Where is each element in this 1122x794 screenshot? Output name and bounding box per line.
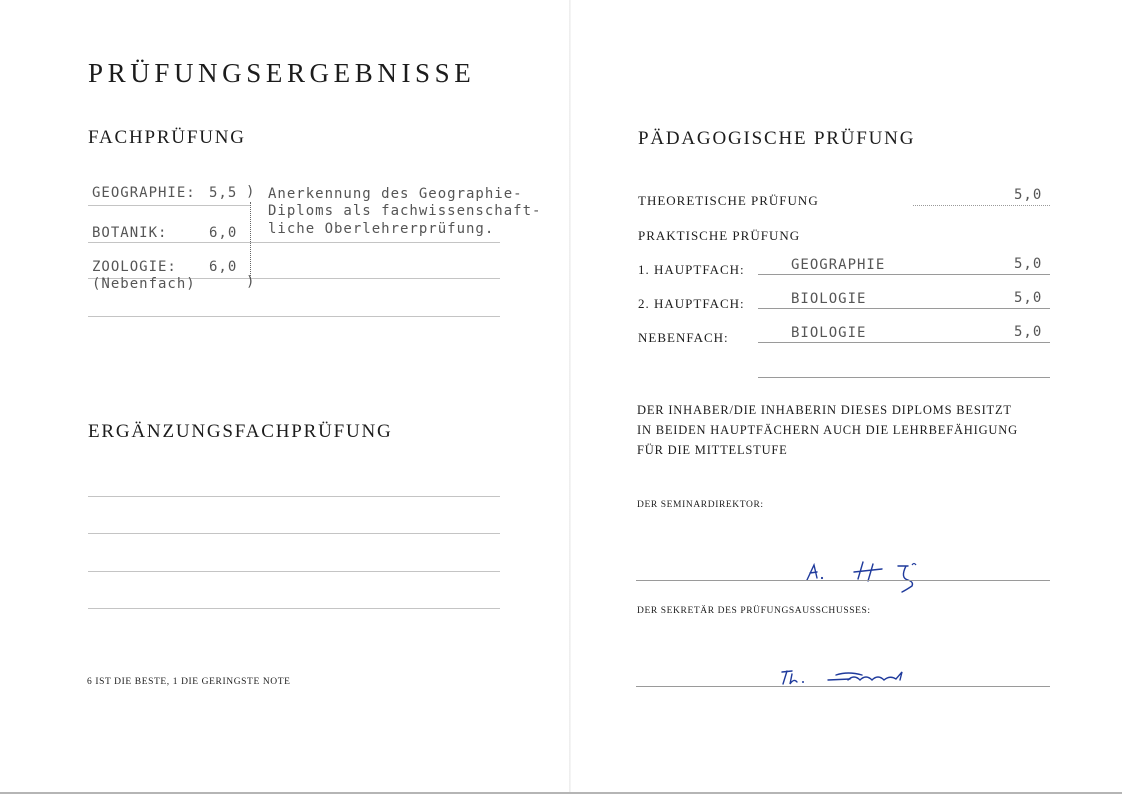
- zoologie-note: (Nebenfach): [92, 276, 196, 292]
- statement-line-3: FÜR DIE MITTELSTUFE: [637, 443, 788, 457]
- brace-line: [250, 202, 251, 278]
- page-title: PRÜFUNGSERGEBNISSE: [88, 58, 476, 88]
- theoretische-line: [913, 205, 1050, 206]
- hauptfach1-line: [758, 274, 1050, 275]
- zoologie-label: ZOOLOGIE:: [92, 259, 177, 275]
- nebenfach-grade: 5,0: [1014, 324, 1043, 340]
- sekretaer-label: DER SEKRETÄR DES PRÜFUNGSAUSSCHUSSES:: [637, 606, 871, 616]
- theoretische-grade: 5,0: [1014, 187, 1043, 203]
- hauptfach1-label: 1. HAUPTFACH:: [638, 262, 745, 277]
- ergaenzung-line-1: [88, 496, 500, 497]
- geographie-grade: 5,5: [209, 185, 238, 201]
- seminardirektor-label: DER SEMINARDIREKTOR:: [637, 500, 764, 510]
- sekretaer-line: [636, 686, 1050, 687]
- geographie-line: [88, 205, 250, 206]
- nebenfach-line: [758, 342, 1050, 343]
- remark-line-2: Diploms als fachwissenschaft-: [268, 203, 542, 219]
- remark-line-1: Anerkennung des Geographie-: [268, 186, 523, 202]
- footnote: 6 IST DIE BESTE, 1 DIE GERINGSTE NOTE: [87, 677, 291, 687]
- botanik-label: BOTANIK:: [92, 225, 168, 241]
- seminardirektor-signature: [802, 556, 952, 596]
- hauptfach1-subject: GEOGRAPHIE: [791, 257, 886, 273]
- geographie-label: GEOGRAPHIE:: [92, 185, 196, 201]
- hauptfach2-label: 2. HAUPTFACH:: [638, 296, 745, 311]
- seminardirektor-line: [636, 580, 1050, 581]
- nebenfach-label: NEBENFACH:: [638, 330, 729, 345]
- hauptfach2-subject: BIOLOGIE: [791, 291, 867, 307]
- theoretische-label: THEORETISCHE PRÜFUNG: [638, 193, 819, 208]
- botanik-line: [88, 242, 500, 243]
- statement-line-1: DER INHABER/DIE INHABERIN DIESES DIPLOMS BESITZT: [637, 403, 1012, 417]
- brace-top-icon: ): [246, 184, 255, 200]
- right-page: [570, 0, 1122, 794]
- ergaenzung-line-4: [88, 608, 500, 609]
- fachpruefung-heading: FACHPRÜFUNG: [88, 127, 246, 148]
- nebenfach-subject: BIOLOGIE: [791, 325, 867, 341]
- ergaenzung-line-3: [88, 571, 500, 572]
- praktische-label: PRAKTISCHE PRÜFUNG: [638, 228, 801, 243]
- paedagogische-heading: PÄDAGOGISCHE PRÜFUNG: [638, 128, 916, 149]
- hauptfach2-line: [758, 308, 1050, 309]
- fach-line-extra: [88, 316, 500, 317]
- hauptfach2-grade: 5,0: [1014, 290, 1043, 306]
- remark-line-3: liche Oberlehrerprüfung.: [268, 221, 495, 237]
- zoologie-grade: 6,0: [209, 259, 238, 275]
- ergaenzung-line-2: [88, 533, 500, 534]
- extra-line: [758, 377, 1050, 378]
- brace-bottom-icon: ): [246, 274, 255, 290]
- hauptfach1-grade: 5,0: [1014, 256, 1043, 272]
- ergaenzung-heading: ERGÄNZUNGSFACHPRÜFUNG: [88, 421, 393, 442]
- botanik-grade: 6,0: [209, 225, 238, 241]
- statement-line-2: IN BEIDEN HAUPTFÄCHERN AUCH DIE LEHRBEFÄHIGUNG: [637, 423, 1018, 437]
